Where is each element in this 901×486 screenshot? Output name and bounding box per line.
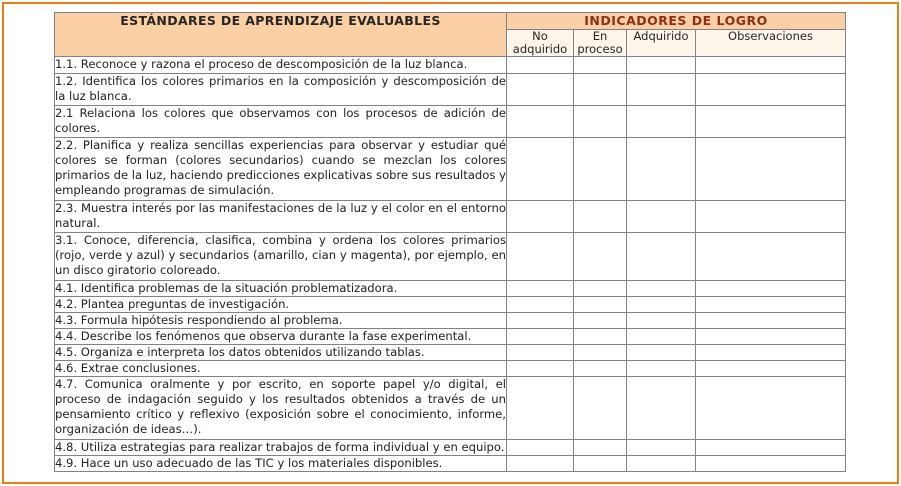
cell-in-progress[interactable] (574, 312, 627, 328)
cell-in-progress[interactable] (574, 360, 627, 376)
cell-not-acquired[interactable] (507, 344, 574, 360)
cell-acquired[interactable] (627, 439, 696, 455)
cell-not-acquired[interactable] (507, 73, 574, 105)
standard-cell: 1.2. Identifica los colores primarios en la composición y descomposición de la luz blanca. (55, 73, 507, 105)
header-standards: ESTÁNDARES DE APRENDIZAJE EVALUABLES (55, 13, 507, 57)
cell-not-acquired[interactable] (507, 376, 574, 439)
cell-observations[interactable] (696, 73, 846, 105)
cell-in-progress[interactable] (574, 328, 627, 344)
cell-in-progress[interactable] (574, 200, 627, 232)
cell-in-progress[interactable] (574, 439, 627, 455)
cell-in-progress[interactable] (574, 232, 627, 280)
cell-observations[interactable] (696, 312, 846, 328)
standard-cell: 1.1. Reconoce y razona el proceso de descomposición de la luz blanca. (55, 57, 507, 73)
standard-cell: 4.3. Formula hipótesis respondiendo al problema. (55, 312, 507, 328)
cell-not-acquired[interactable] (507, 328, 574, 344)
cell-not-acquired[interactable] (507, 232, 574, 280)
cell-observations[interactable] (696, 57, 846, 73)
cell-acquired[interactable] (627, 376, 696, 439)
cell-observations[interactable] (696, 232, 846, 280)
table-row (55, 73, 846, 105)
table-row (55, 57, 846, 73)
header-observations: Observaciones (696, 30, 846, 57)
cell-not-acquired[interactable] (507, 200, 574, 232)
standard-cell: 4.4. Describe los fenómenos que observa durante la fase experimental. (55, 328, 507, 344)
cell-observations[interactable] (696, 280, 846, 296)
standard-cell: 2.1 Relaciona los colores que observamos con los procesos de adición de colores. (55, 105, 507, 137)
cell-not-acquired[interactable] (507, 105, 574, 137)
table-row (55, 455, 846, 471)
table-row (55, 360, 846, 376)
standard-cell: 4.7. Comunica oralmente y por escrito, en soporte papel y/o digital, el proceso de indagación seguido y los resultados obtenidos a través de un pensamiento crítico y reflexivo (exposición sobre el conocimiento, informe, organización de ideas…). (55, 376, 507, 439)
cell-observations[interactable] (696, 455, 846, 471)
cell-observations[interactable] (696, 360, 846, 376)
cell-in-progress[interactable] (574, 105, 627, 137)
cell-in-progress[interactable] (574, 344, 627, 360)
standard-cell: 4.9. Hace un uso adecuado de las TIC y los materiales disponibles. (55, 455, 507, 471)
header-acquired: Adquirido (627, 30, 696, 57)
table-row (55, 200, 846, 232)
header-not-acquired: No adquirido (507, 30, 574, 57)
table-row (55, 328, 846, 344)
standard-cell: 4.5. Organiza e interpreta los datos obtenidos utilizando tablas. (55, 344, 507, 360)
table-header (55, 13, 846, 57)
cell-not-acquired[interactable] (507, 360, 574, 376)
cell-acquired[interactable] (627, 296, 696, 312)
cell-acquired[interactable] (627, 73, 696, 105)
standard-cell: 4.8. Utiliza estrategias para realizar trabajos de forma individual y en equipo. (55, 439, 505, 454)
header-in-progress: En proceso (574, 30, 627, 57)
cell-not-acquired[interactable] (507, 439, 574, 455)
standard-cell: 4.1. Identifica problemas de la situación problematizadora. (55, 280, 507, 296)
cell-in-progress[interactable] (574, 376, 627, 439)
cell-not-acquired[interactable] (507, 296, 574, 312)
standard-cell: 3.1. Conoce, diferencia, clasifica, combina y ordena los colores primarios (rojo, verde y azul) y secundarios (amarillo, cian y magenta), por ejemplo, en un disco giratorio coloreado. (55, 232, 507, 280)
cell-observations[interactable] (696, 296, 846, 312)
cell-not-acquired[interactable] (507, 137, 574, 200)
cell-in-progress[interactable] (574, 73, 627, 105)
standard-cell: 2.2. Planifica y realiza sencillas experiencias para observar y estudiar qué colores se forman (colores secundarios) cuando se mezclan los colores primarios de la luz, haciendo predicciones explicativas sobre sus resultados y empleando programas de simulación. (55, 137, 507, 200)
cell-acquired[interactable] (627, 280, 696, 296)
header-indicators-group: INDICADORES DE LOGRO (507, 13, 846, 30)
cell-acquired[interactable] (627, 105, 696, 137)
table-row (55, 105, 846, 137)
cell-observations[interactable] (696, 200, 846, 232)
header-row-group (55, 13, 846, 30)
cell-acquired[interactable] (627, 232, 696, 280)
cell-not-acquired[interactable] (507, 455, 574, 471)
cell-not-acquired[interactable] (507, 312, 574, 328)
cell-acquired[interactable] (627, 200, 696, 232)
table-row (55, 439, 846, 455)
cell-observations[interactable] (696, 105, 846, 137)
cell-acquired[interactable] (627, 57, 696, 73)
cell-in-progress[interactable] (574, 280, 627, 296)
evaluation-rubric-table (54, 12, 846, 472)
table-row (55, 280, 846, 296)
table-row (55, 296, 846, 312)
cell-observations[interactable] (696, 137, 846, 200)
cell-observations[interactable] (696, 376, 846, 439)
standard-cell: 4.6. Extrae conclusiones. (55, 360, 507, 376)
cell-observations[interactable] (696, 328, 846, 344)
page-frame (2, 2, 899, 484)
cell-not-acquired[interactable] (507, 57, 574, 73)
rubric-table-wrapper (54, 12, 846, 472)
cell-acquired[interactable] (627, 137, 696, 200)
cell-acquired[interactable] (627, 328, 696, 344)
cell-in-progress[interactable] (574, 455, 627, 471)
cell-observations[interactable] (696, 439, 846, 455)
cell-in-progress[interactable] (574, 137, 627, 200)
standard-cell: 4.2. Plantea preguntas de investigación. (55, 296, 507, 312)
cell-acquired[interactable] (627, 344, 696, 360)
table-row (55, 232, 846, 280)
table-body (55, 57, 846, 472)
cell-in-progress[interactable] (574, 57, 627, 73)
cell-in-progress[interactable] (574, 296, 627, 312)
table-row (55, 376, 846, 439)
cell-acquired[interactable] (627, 312, 696, 328)
cell-observations[interactable] (696, 344, 846, 360)
cell-acquired[interactable] (627, 360, 696, 376)
table-row (55, 312, 846, 328)
cell-not-acquired[interactable] (507, 280, 574, 296)
table-row (55, 137, 846, 200)
cell-acquired[interactable] (627, 455, 696, 471)
table-row (55, 344, 846, 360)
standard-cell: 2.3. Muestra interés por las manifestaciones de la luz y el color en el entorno natural. (55, 200, 507, 232)
